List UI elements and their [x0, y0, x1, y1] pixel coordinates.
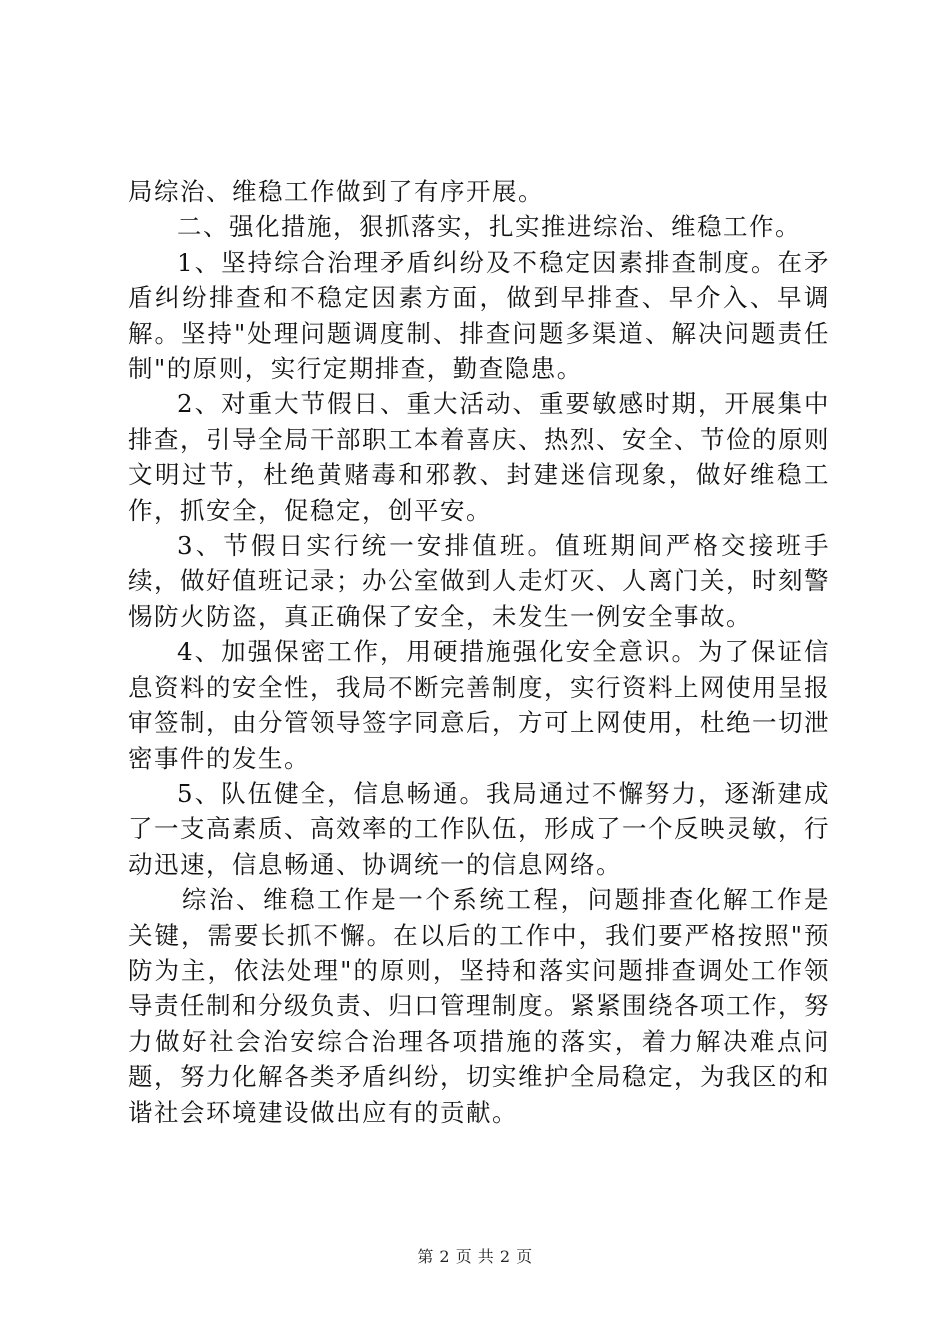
paragraph-continuation: 局综治、维稳工作做到了有序开展。 [128, 177, 544, 206]
paragraph-section-heading: 二、强化措施，狠抓落实，扎实推进综治、维稳工作。 [177, 212, 801, 242]
paragraph-item-4: 4、加强保密工作，用硬措施强化安全意识。为了保证信息资料的安全性，我局不断完善制度，实行资料上网使用呈报审签制，由分管领导签字同意后，方可上网使用，杜绝一切泄密事件的发生。 [128, 637, 830, 773]
paragraph-item-2: 2、对重大节假日、重大活动、重要敏感时期，开展集中排查，引导全局干部职工本着喜庆、热烈、安全、节俭的原则文明过节，杜绝黄赌毒和邪教、封建迷信现象，做好维稳工作，抓安全，促稳定，创平安。 [128, 389, 830, 525]
paragraph-conclusion: 综治、维稳工作是一个系统工程，问题排查化解工作是关键，需要长抓不懈。在以后的工作中，我们要严格按照"预防为主，依法处理"的原则，坚持和落实问题排查调处工作领导责任制和分级负责、归口管理制度。紧紧围绕各项工作，努力做好社会治安综合治理各项措施的落实，着力解决难点问题，努力化解各类矛盾纠纷，切实维护全局稳定，为我区的和谐社会环境建设做出应有的贡献。 [128, 885, 830, 1127]
paragraph-item-3: 3、节假日实行统一安排值班。值班期间严格交接班手续，做好值班记录；办公室做到人走灯灭、人离门关，时刻警惕防火防盗，真正确保了安全，未发生一例安全事故。 [128, 531, 830, 631]
page-number-label: 第 2 页 共 2 页 [417, 1247, 533, 1266]
paragraph-item-1: 1、坚持综合治理矛盾纠纷及不稳定因素排查制度。在矛盾纠纷排查和不稳定因素方面，做到早排查、早介入、早调解。坚持"处理问题调度制、排查问题多渠道、解决问题责任制"的原则，实行定期排查，勤查隐患。 [128, 247, 830, 384]
document-body [128, 174, 830, 1130]
paragraph-item-5: 5、队伍健全，信息畅通。我局通过不懈努力，逐渐建成了一支高素质、高效率的工作队伍，形成了一个反映灵敏，行动迅速，信息畅通、协调统一的信息网络。 [128, 778, 830, 879]
page-footer [0, 1244, 950, 1267]
